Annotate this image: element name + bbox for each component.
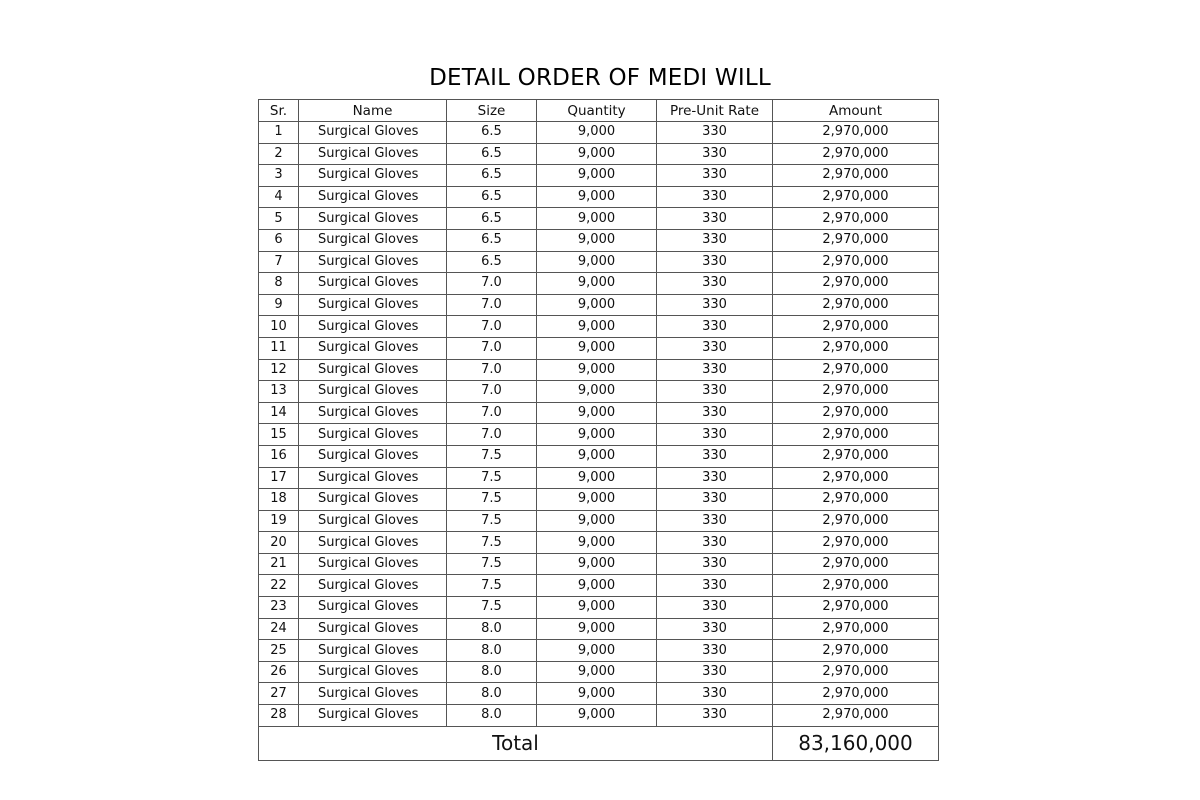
cell-size: 7.5 [447,575,537,597]
cell-name: Surgical Gloves [299,273,447,295]
cell-name: Surgical Gloves [299,683,447,705]
cell-size: 7.0 [447,337,537,359]
cell-size: 7.5 [447,489,537,511]
cell-amount: 2,970,000 [773,402,939,424]
cell-quantity: 9,000 [537,640,657,662]
total-label: Total [259,726,773,760]
table-row [259,445,939,467]
cell-name: Surgical Gloves [299,337,447,359]
cell-size: 8.0 [447,640,537,662]
cell-name: Surgical Gloves [299,575,447,597]
cell-amount: 2,970,000 [773,229,939,251]
cell-name: Surgical Gloves [299,294,447,316]
cell-amount: 2,970,000 [773,489,939,511]
cell-rate: 330 [657,532,773,554]
cell-amount: 2,970,000 [773,273,939,295]
cell-size: 6.5 [447,122,537,144]
cell-name: Surgical Gloves [299,640,447,662]
cell-sr: 3 [259,165,299,187]
cell-size: 7.0 [447,294,537,316]
table-row [259,402,939,424]
cell-rate: 330 [657,424,773,446]
cell-name: Surgical Gloves [299,359,447,381]
cell-quantity: 9,000 [537,273,657,295]
cell-quantity: 9,000 [537,510,657,532]
table-row [259,294,939,316]
cell-amount: 2,970,000 [773,618,939,640]
cell-quantity: 9,000 [537,381,657,403]
cell-sr: 24 [259,618,299,640]
cell-size: 7.5 [447,445,537,467]
cell-name: Surgical Gloves [299,510,447,532]
cell-sr: 12 [259,359,299,381]
cell-amount: 2,970,000 [773,683,939,705]
cell-rate: 330 [657,683,773,705]
cell-quantity: 9,000 [537,683,657,705]
table-header-row [259,100,939,122]
cell-sr: 22 [259,575,299,597]
table-row [259,683,939,705]
cell-name: Surgical Gloves [299,165,447,187]
cell-quantity: 9,000 [537,705,657,727]
cell-rate: 330 [657,229,773,251]
header-rate: Pre-Unit Rate [657,100,773,122]
cell-rate: 330 [657,705,773,727]
cell-quantity: 9,000 [537,143,657,165]
cell-rate: 330 [657,510,773,532]
cell-rate: 330 [657,445,773,467]
cell-size: 7.0 [447,402,537,424]
cell-rate: 330 [657,294,773,316]
document-title: DETAIL ORDER OF MEDI WILL [429,65,771,91]
cell-name: Surgical Gloves [299,143,447,165]
cell-amount: 2,970,000 [773,122,939,144]
cell-amount: 2,970,000 [773,553,939,575]
table-row [259,424,939,446]
cell-size: 6.5 [447,143,537,165]
cell-amount: 2,970,000 [773,359,939,381]
cell-amount: 2,970,000 [773,165,939,187]
header-quantity: Quantity [537,100,657,122]
table-row [259,273,939,295]
total-row [259,726,939,760]
cell-rate: 330 [657,273,773,295]
cell-amount: 2,970,000 [773,143,939,165]
table-row [259,553,939,575]
cell-sr: 25 [259,640,299,662]
cell-rate: 330 [657,251,773,273]
cell-rate: 330 [657,186,773,208]
cell-size: 7.0 [447,424,537,446]
cell-quantity: 9,000 [537,489,657,511]
cell-quantity: 9,000 [537,424,657,446]
cell-sr: 9 [259,294,299,316]
cell-sr: 27 [259,683,299,705]
table-row [259,467,939,489]
cell-name: Surgical Gloves [299,467,447,489]
cell-sr: 16 [259,445,299,467]
table-row [259,705,939,727]
table-row [259,186,939,208]
cell-name: Surgical Gloves [299,532,447,554]
cell-name: Surgical Gloves [299,489,447,511]
cell-quantity: 9,000 [537,553,657,575]
cell-amount: 2,970,000 [773,424,939,446]
cell-size: 6.5 [447,165,537,187]
cell-sr: 26 [259,661,299,683]
table-row [259,532,939,554]
cell-size: 7.0 [447,381,537,403]
table-row [259,122,939,144]
cell-size: 8.0 [447,661,537,683]
header-size: Size [447,100,537,122]
cell-size: 7.0 [447,273,537,295]
cell-name: Surgical Gloves [299,316,447,338]
cell-sr: 6 [259,229,299,251]
cell-sr: 14 [259,402,299,424]
cell-size: 7.0 [447,359,537,381]
cell-rate: 330 [657,618,773,640]
cell-size: 7.5 [447,467,537,489]
cell-quantity: 9,000 [537,618,657,640]
table-row [259,575,939,597]
cell-rate: 330 [657,553,773,575]
cell-name: Surgical Gloves [299,445,447,467]
table-row [259,251,939,273]
table-row [259,337,939,359]
cell-size: 8.0 [447,705,537,727]
cell-quantity: 9,000 [537,186,657,208]
cell-name: Surgical Gloves [299,424,447,446]
table-body [259,122,939,727]
cell-rate: 330 [657,402,773,424]
cell-sr: 13 [259,381,299,403]
cell-size: 7.5 [447,597,537,619]
table-row [259,640,939,662]
cell-sr: 8 [259,273,299,295]
cell-quantity: 9,000 [537,359,657,381]
order-table [258,99,939,761]
cell-size: 8.0 [447,683,537,705]
cell-amount: 2,970,000 [773,510,939,532]
cell-sr: 11 [259,337,299,359]
cell-amount: 2,970,000 [773,208,939,230]
cell-quantity: 9,000 [537,597,657,619]
cell-sr: 10 [259,316,299,338]
table-row [259,510,939,532]
cell-amount: 2,970,000 [773,381,939,403]
table-row [259,597,939,619]
table-row [259,229,939,251]
cell-sr: 21 [259,553,299,575]
table-row [259,489,939,511]
cell-rate: 330 [657,316,773,338]
cell-quantity: 9,000 [537,445,657,467]
header-name: Name [299,100,447,122]
cell-name: Surgical Gloves [299,597,447,619]
cell-rate: 330 [657,143,773,165]
cell-sr: 19 [259,510,299,532]
cell-quantity: 9,000 [537,208,657,230]
cell-quantity: 9,000 [537,532,657,554]
cell-size: 8.0 [447,618,537,640]
cell-rate: 330 [657,467,773,489]
cell-sr: 5 [259,208,299,230]
cell-quantity: 9,000 [537,467,657,489]
table-row [259,618,939,640]
cell-sr: 4 [259,186,299,208]
cell-rate: 330 [657,489,773,511]
cell-size: 6.5 [447,229,537,251]
table-row [259,316,939,338]
cell-rate: 330 [657,165,773,187]
cell-quantity: 9,000 [537,402,657,424]
cell-amount: 2,970,000 [773,597,939,619]
cell-amount: 2,970,000 [773,337,939,359]
cell-amount: 2,970,000 [773,661,939,683]
cell-name: Surgical Gloves [299,186,447,208]
table-row [259,208,939,230]
cell-quantity: 9,000 [537,661,657,683]
cell-name: Surgical Gloves [299,381,447,403]
cell-name: Surgical Gloves [299,402,447,424]
cell-amount: 2,970,000 [773,532,939,554]
cell-quantity: 9,000 [537,251,657,273]
cell-amount: 2,970,000 [773,705,939,727]
cell-rate: 330 [657,208,773,230]
cell-size: 7.5 [447,532,537,554]
cell-quantity: 9,000 [537,337,657,359]
cell-quantity: 9,000 [537,575,657,597]
table-row [259,143,939,165]
cell-rate: 330 [657,359,773,381]
cell-size: 7.0 [447,316,537,338]
cell-name: Surgical Gloves [299,251,447,273]
cell-rate: 330 [657,381,773,403]
cell-quantity: 9,000 [537,229,657,251]
cell-amount: 2,970,000 [773,445,939,467]
cell-rate: 330 [657,597,773,619]
cell-rate: 330 [657,575,773,597]
cell-quantity: 9,000 [537,122,657,144]
cell-amount: 2,970,000 [773,575,939,597]
cell-amount: 2,970,000 [773,640,939,662]
cell-sr: 2 [259,143,299,165]
cell-sr: 23 [259,597,299,619]
cell-size: 7.5 [447,510,537,532]
header-amount: Amount [773,100,939,122]
cell-sr: 17 [259,467,299,489]
cell-rate: 330 [657,337,773,359]
cell-sr: 1 [259,122,299,144]
cell-quantity: 9,000 [537,316,657,338]
table-row [259,165,939,187]
cell-quantity: 9,000 [537,165,657,187]
cell-amount: 2,970,000 [773,467,939,489]
cell-name: Surgical Gloves [299,705,447,727]
cell-sr: 18 [259,489,299,511]
cell-sr: 7 [259,251,299,273]
cell-amount: 2,970,000 [773,294,939,316]
cell-amount: 2,970,000 [773,251,939,273]
cell-rate: 330 [657,640,773,662]
cell-name: Surgical Gloves [299,618,447,640]
cell-amount: 2,970,000 [773,186,939,208]
cell-sr: 15 [259,424,299,446]
table-row [259,381,939,403]
table-row [259,661,939,683]
table-row [259,359,939,381]
cell-quantity: 9,000 [537,294,657,316]
cell-name: Surgical Gloves [299,122,447,144]
cell-sr: 28 [259,705,299,727]
cell-name: Surgical Gloves [299,553,447,575]
cell-name: Surgical Gloves [299,661,447,683]
cell-size: 6.5 [447,186,537,208]
cell-size: 6.5 [447,208,537,230]
cell-rate: 330 [657,661,773,683]
cell-rate: 330 [657,122,773,144]
cell-name: Surgical Gloves [299,229,447,251]
total-amount: 83,160,000 [773,726,939,760]
cell-size: 6.5 [447,251,537,273]
cell-size: 7.5 [447,553,537,575]
cell-sr: 20 [259,532,299,554]
header-sr: Sr. [259,100,299,122]
cell-amount: 2,970,000 [773,316,939,338]
cell-name: Surgical Gloves [299,208,447,230]
